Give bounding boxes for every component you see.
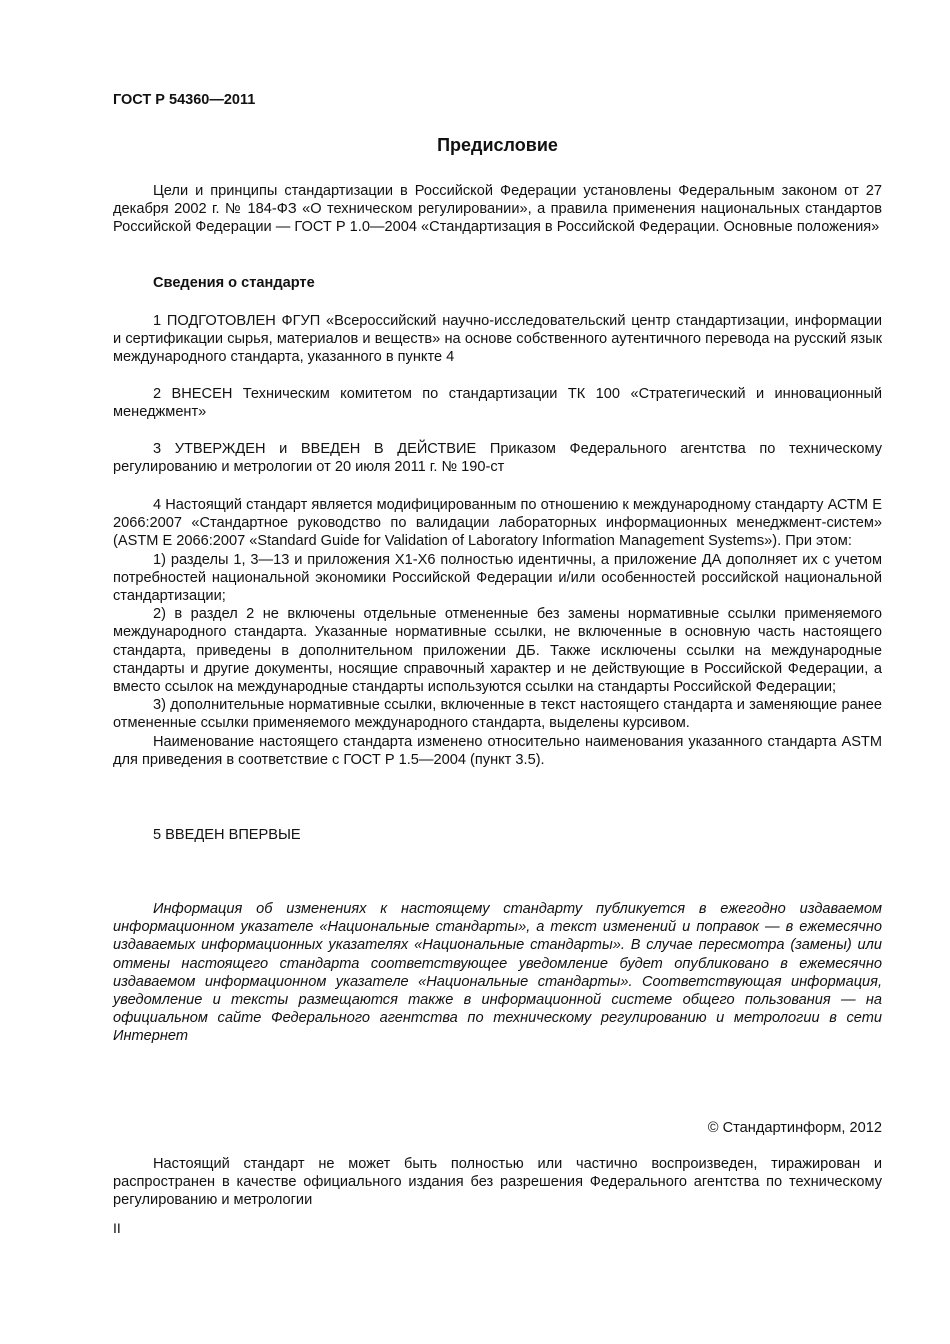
item-4-block	[113, 496, 882, 769]
item-1-paragraph: 1 ПОДГОТОВЛЕН ФГУП «Всероссийский научно-исследовательский центр стандартизации, информации и сертификации сырья, материалов и веществ» на основе собственного аутентичного перевода на русский язык международного стандарта, указанного в пункте 4	[113, 313, 882, 366]
document-id: ГОСТ Р 54360—2011	[113, 92, 256, 108]
item-3-block	[113, 440, 882, 476]
item-4-sub-2: 2) в раздел 2 не включены отдельные отмененные без замены нормативные ссылки применяемого международного стандарта. Указанные нормативные ссылки, не включенные в основную часть настоящего стандарта, приведены в дополнительном приложении ДБ. Также исключены ссылки на международные стандарты и другие документы, носящие справочный характер и не действующие в Российской Федерации, а вместо ссылок на международные стандарты используются ссылки на стандарты Российской Федерации;	[113, 606, 882, 696]
intro-block	[113, 182, 882, 237]
item-4-sub-1: 1) разделы 1, 3—13 и приложения Х1-Х6 полностью идентичны, а приложение ДА дополняет их с учетом потребностей национальной экономики Российской Федерации и/или особенностей российской национальной стандартизации;	[113, 551, 882, 605]
item-2-block	[113, 385, 882, 421]
item-4-sub-3: 3) дополнительные нормативные ссылки, включенные в текст настоящего стандарта и заменяющие ранее отмененные ссылки применяемого международного стандарта, выделены курсивом.	[113, 697, 882, 732]
item-5-block	[113, 826, 882, 844]
notice-block	[113, 900, 882, 1046]
intro-paragraph: Цели и принципы стандартизации в Российской Федерации установлены Федеральным законом от 27 декабря 2002 г. № 184-ФЗ «О техническом регулировании», а правила применения национальных стандартов Российской Федерации — ГОСТ Р 1.0—2004 «Стандартизация в Российской Федерации. Основные положения»	[113, 183, 882, 236]
item-4-note: Наименование настоящего стандарта изменено относительно наименования указанного стандарта ASTM для приведения в соответствие с ГОСТ Р 1.5—2004 (пункт 3.5).	[113, 733, 882, 768]
page-number: II	[113, 1220, 121, 1236]
notice-paragraph: Информация об изменениях к настоящему стандарту публикуется в ежегодно издаваемом информационном указателе «Национальные стандарты», а текст изменений и поправок — в ежемесячно издаваемых информационных указателях «Национальные стандарты». В случае пересмотра (замены) или отмены настоящего стандарта соответствующее уведомление будет опубликовано в ежемесячно издаваемом информационном указателе «Национальные стандарты». Соответствующая информация, уведомление и тексты размещаются также в информационной системе общего пользования — на официальном сайте Федерального агентства по техническому регулированию и метрологии в сети Интернет	[113, 901, 882, 1045]
item-5-paragraph: 5 ВВЕДЕН ВПЕРВЫЕ	[153, 827, 301, 843]
reproduction-paragraph: Настоящий стандарт не может быть полностью или частично воспроизведен, тиражирован и распространен в качестве официального издания без разрешения Федерального агентства по техническому регулированию и метрологии	[113, 1156, 882, 1209]
item-4-lead: 4 Настоящий стандарт является модифицированным по отношению к международному стандарту АСТМ Е 2066:2007 «Стандартное руководство по валидации лабораторных информационных менеджмент-систем» (ASTM E 2066:2007 «Standard Guide for Validation of Laboratory Information Management Systems»). При этом:	[113, 497, 882, 550]
item-3-paragraph: 3 УТВЕРЖДЕН и ВВЕДЕН В ДЕЙСТВИЕ Приказом Федерального агентства по техническому регулированию и метрологии от 20 июля 2011 г. № 190-ст	[113, 441, 882, 476]
reproduction-block	[113, 1155, 882, 1210]
item-1-block	[113, 312, 882, 367]
section-heading: Сведения о стандарте	[153, 275, 315, 291]
copyright: © Стандартинформ, 2012	[707, 1120, 882, 1136]
page-title: Предисловие	[437, 135, 558, 155]
item-2-paragraph: 2 ВНЕСЕН Техническим комитетом по стандартизации ТК 100 «Стратегический и инновационный менеджмент»	[113, 386, 882, 421]
